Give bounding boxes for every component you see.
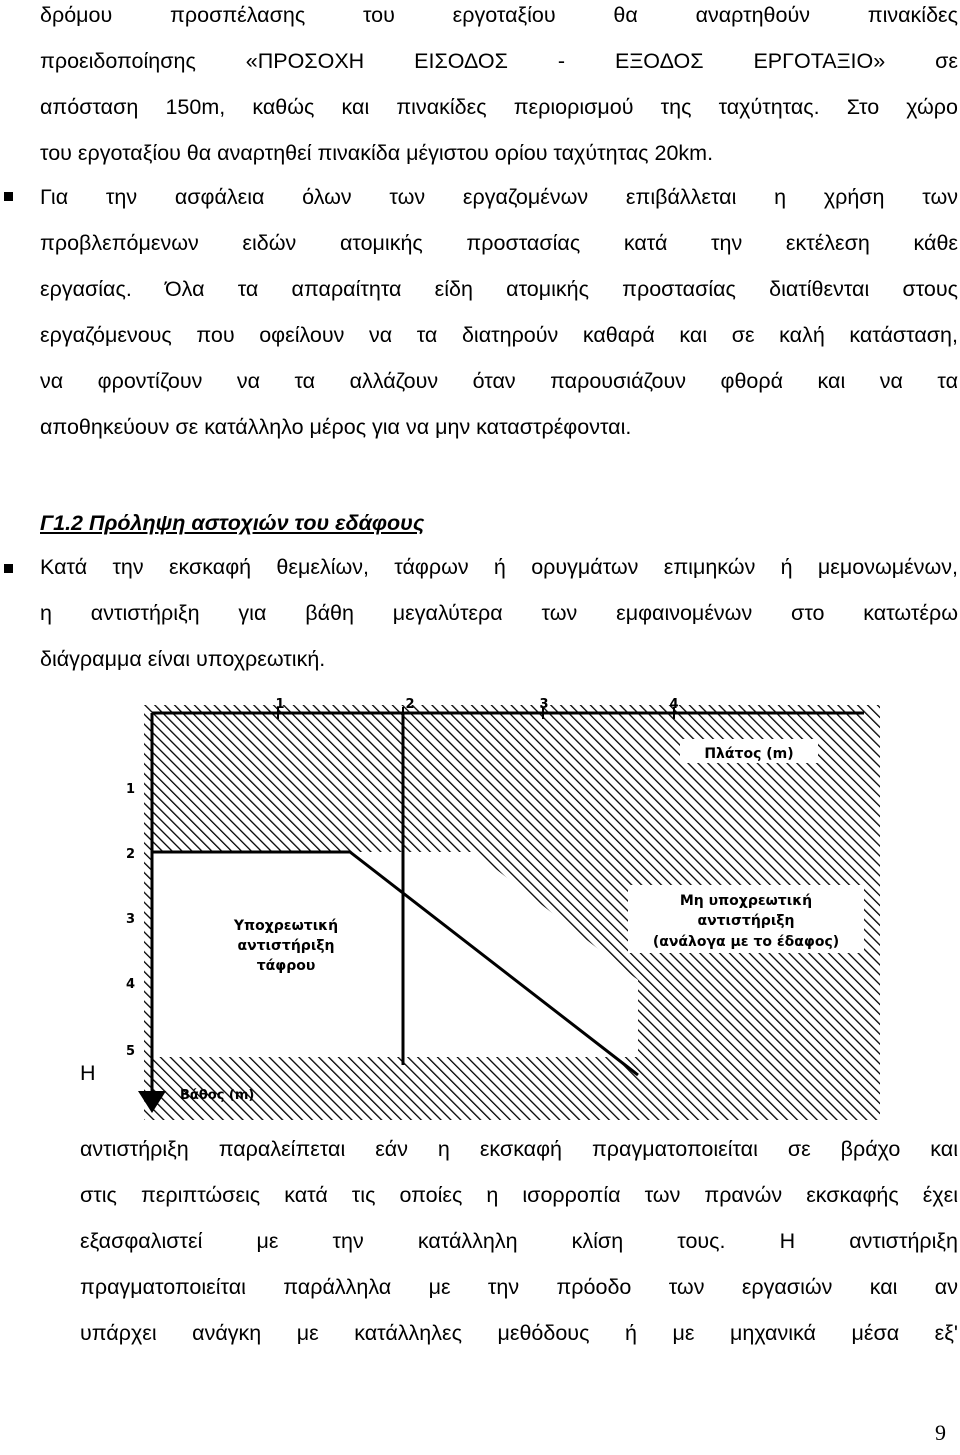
paragraph-line: εργασίας. Όλα τα απαραίτητα είδη ατομικής προστασίας διατίθενται στους xyxy=(40,277,958,301)
optional-zone-label: αντιστήριξη xyxy=(697,913,795,929)
paragraph-line: προειδοποίησης «ΠΡΟΣΟΧΗ ΕΙΣΟΔΟΣ - ΕΞΟΔΟΣ ΕΡΓΟΤΑΞΙΟ» σε xyxy=(40,49,958,73)
paragraph-line: πραγματοποιείται παράλληλα με την πρόοδο των εργασιών και αν xyxy=(80,1275,958,1299)
bullet-square-icon xyxy=(4,564,13,573)
paragraph-line: προβλεπόμενων ειδών ατομικής προστασίας κατά την εκτέλεση κάθε xyxy=(40,231,958,255)
width-tick-label: 2 xyxy=(405,697,415,712)
paragraph-line: απόσταση 150m, καθώς και πινακίδες περιορισμού της ταχύτητας. Στο χώρο xyxy=(40,95,958,119)
mandatory-zone-label: Υποχρεωτική xyxy=(233,918,339,934)
mandatory-zone-label: αντιστήριξη xyxy=(237,938,335,954)
paragraph-line: Κατά την εκσκαφή θεμελίων, τάφρων ή ορυγμάτων επιμηκών ή μεμονωμένων, xyxy=(40,555,958,579)
bullet-square-icon xyxy=(4,192,13,201)
depth-tick-label: 3 xyxy=(126,912,136,927)
paragraph-line: εργαζόμενους που οφείλουν να τα διατηρούν καθαρά και σε καλή κατάσταση, xyxy=(40,323,958,347)
shoring-diagram-svg xyxy=(124,695,880,1120)
depth-tick-label: 4 xyxy=(126,977,136,992)
shoring-diagram xyxy=(124,695,880,1120)
paragraph-line: η αντιστήριξη για βάθη μεγαλύτερα των εμφαινομένων στο κατωτέρω xyxy=(40,601,958,625)
paragraph-line: υπάρχει ανάγκη με κατάλληλες μεθόδους ή με μηχανικά μέσα εξ' xyxy=(80,1321,958,1345)
depth-tick-label: 1 xyxy=(126,782,136,797)
paragraph-line: του εργοταξίου θα αναρτηθεί πινακίδα μέγιστου ορίου ταχύτητας 20km. xyxy=(40,141,714,165)
paragraph-line: δρόμου προσπέλασης του εργοταξίου θα αναρτηθούν πινακίδες xyxy=(40,3,958,27)
optional-zone-label: (ανάλογα με το έδαφος) xyxy=(652,934,840,950)
width-tick-label: 1 xyxy=(275,697,285,712)
paragraph-line: εξασφαλιστεί με την κατάλληλη κλίση τους. Η αντιστήριξη xyxy=(80,1229,958,1253)
paragraph-first-word: Η xyxy=(80,1061,96,1085)
width-tick-label: 3 xyxy=(539,697,549,712)
page-number: 9 xyxy=(935,1420,946,1445)
paragraph-line: Για την ασφάλεια όλων των εργαζομένων επιβάλλεται η χρήση των xyxy=(40,185,958,209)
optional-zone-label: Μη υποχρεωτική xyxy=(679,893,813,909)
depth-tick-label: 2 xyxy=(126,847,136,862)
mandatory-zone-label: τάφρου xyxy=(256,958,316,974)
width-tick-label: 4 xyxy=(669,697,679,712)
paragraph-line: αποθηκεύουν σε κατάλληλο μέρος για να μην καταστρέφονται. xyxy=(40,415,632,439)
depth-tick-label: 5 xyxy=(126,1044,136,1059)
paragraph-line: να φροντίζουν να τα αλλάζουν όταν παρουσιάζουν φθορά και να τα xyxy=(40,369,958,393)
width-axis-label: Πλάτος (m) xyxy=(704,746,794,762)
paragraph-line: διάγραμμα είναι υποχρεωτική. xyxy=(40,647,326,671)
depth-axis-label: Βάθος (m) xyxy=(180,1088,255,1103)
paragraph-line: αντιστήριξη παραλείπεται εάν η εκσκαφή πραγματοποιείται σε βράχο και xyxy=(80,1137,958,1161)
paragraph-line: στις περιπτώσεις κατά τις οποίες η ισορροπία των πρανών εκσκαφής έχει xyxy=(80,1183,958,1207)
section-heading: Γ1.2 Πρόληψη αστοχιών του εδάφους xyxy=(40,511,425,535)
